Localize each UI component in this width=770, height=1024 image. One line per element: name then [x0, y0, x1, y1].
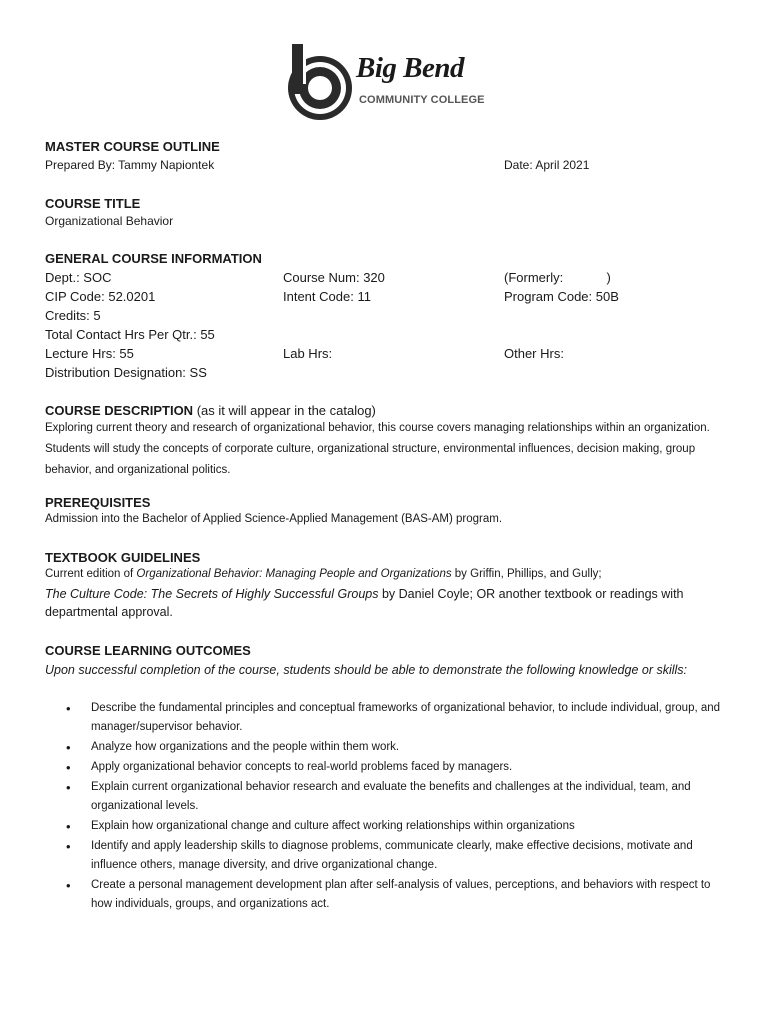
course-num-field: Course Num: 320 [283, 270, 385, 285]
logo-wordmark: Big Bend [356, 52, 464, 84]
course-title-heading: COURSE TITLE [45, 196, 141, 211]
list-item: • Describe the fundamental principles and conceptual frameworks of organizational behavior, to include individual, group, and manager/supervisor behavior. [45, 699, 725, 737]
list-item: • Explain current organizational behavior research and evaluate the benefits and challenges at the individual, team, and organizational levels. [45, 778, 725, 816]
contact-hours-field: Total Contact Hrs Per Qtr.: 55 [45, 327, 215, 342]
textbook-authors-2: by Daniel Coyle; OR another textbook or readings with departmental approval. [45, 587, 684, 619]
lecture-hours-field: Lecture Hrs: 55 [45, 346, 134, 361]
outcomes-intro: Upon successful completion of the course, students should be able to demonstrate the following knowledge or skills: [45, 663, 688, 677]
textbook-line-2 [45, 585, 735, 621]
document-date: Date: April 2021 [504, 158, 590, 172]
prerequisites-text: Admission into the Bachelor of Applied Science-Applied Management (BAS-AM) program. [45, 513, 503, 525]
prepared-by: Prepared By: Tammy Napiontek [45, 158, 215, 172]
document-title: MASTER COURSE OUTLINE [45, 139, 220, 154]
lab-hours-field: Lab Hrs: [283, 346, 333, 361]
other-hours-field: Other Hrs: [504, 346, 564, 361]
course-title-value: Organizational Behavior [45, 214, 174, 228]
distribution-field: Distribution Designation: SS [45, 365, 207, 380]
list-item: • Analyze how organizations and the people within them work. [45, 738, 725, 757]
formerly-field: (Formerly: ) [504, 270, 611, 285]
description-text: Exploring current theory and research of organizational behavior, this course covers managing relationships within an organization. Students will study the concepts of corporate culture, organizational structure, environmental influences, decision making, group behavior, and organizational politics. [45, 422, 710, 476]
college-logo [282, 44, 492, 122]
outcomes-heading: COURSE LEARNING OUTCOMES [45, 643, 251, 658]
credits-field: Credits: 5 [45, 308, 101, 323]
intent-code-field: Intent Code: 11 [283, 289, 371, 304]
textbook-authors-1: by Griffin, Phillips, and Gully; [451, 568, 602, 580]
list-item: • Explain how organizational change and culture affect working relationships within organizations [45, 817, 725, 836]
logo-subtitle: COMMUNITY COLLEGE [359, 94, 485, 106]
outcomes-list [45, 699, 725, 915]
textbook-title-1: Organizational Behavior: Managing People and Organizations [136, 568, 452, 580]
prerequisites-heading: PREREQUISITES [45, 495, 151, 510]
description-heading-line [45, 403, 376, 418]
textbook-title-2: The Culture Code: The Secrets of Highly Successful Groups [45, 587, 379, 601]
description-note: (as it will appear in the catalog) [193, 403, 376, 418]
program-code-field: Program Code: 50B [504, 289, 619, 304]
textbook-line-1 [45, 568, 602, 580]
logo-mark-icon [282, 44, 356, 122]
dept-field: Dept.: SOC [45, 270, 112, 285]
textbook-prefix: Current edition of [45, 568, 137, 580]
list-item: • Apply organizational behavior concepts to real-world problems faced by managers. [45, 758, 725, 777]
list-item: • Create a personal management development plan after self-analysis of values, perceptions, and behaviors with respect to how individuals, groups, and organizations act. [45, 876, 725, 914]
list-item: • Identify and apply leadership skills to diagnose problems, communicate clearly, make effective decisions, motivate and influence others, manage diversity, and drive organizational change. [45, 837, 725, 875]
textbook-heading: TEXTBOOK GUIDELINES [45, 550, 201, 565]
general-info-heading: GENERAL COURSE INFORMATION [45, 251, 262, 266]
cip-code-field: CIP Code: 52.0201 [45, 289, 156, 304]
description-heading: COURSE DESCRIPTION [45, 403, 194, 418]
